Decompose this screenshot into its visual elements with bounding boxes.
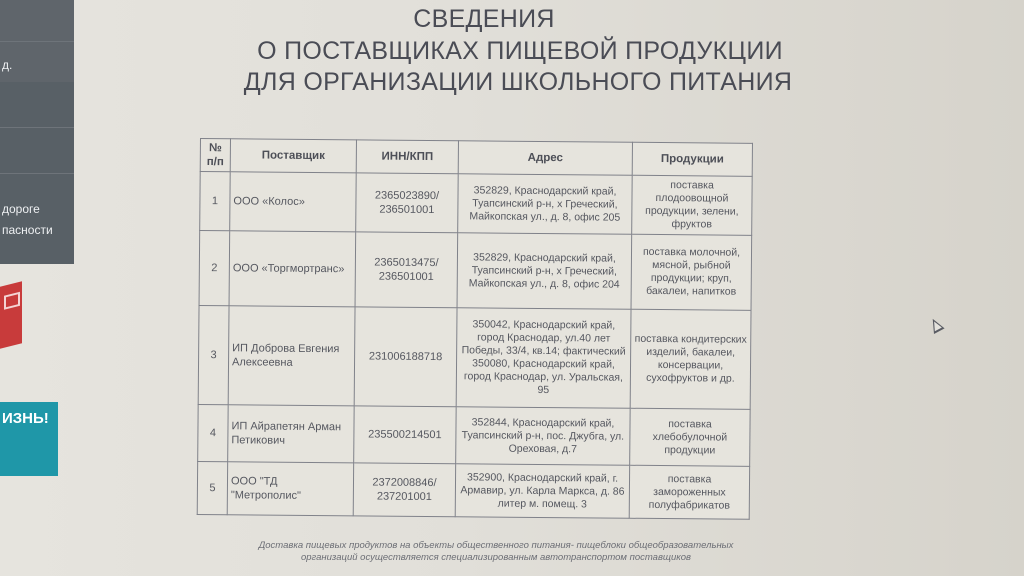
header-inn: ИНН/КПП — [356, 140, 458, 174]
cell-inn: 2365023890/ 236501001 — [356, 173, 459, 233]
sidebar-item-safety[interactable]: пасности — [2, 223, 53, 237]
cell-products: поставка молочной, мясной, рыбной продукции; круп, бакалеи, напитков — [631, 234, 752, 310]
doc-title-line-3: ДЛЯ ОРГАНИЗАЦИИ ШКОЛЬНОГО ПИТАНИЯ — [243, 68, 793, 96]
banner-title: ИЗНЬ! — [2, 410, 49, 427]
header-products: Продукции — [632, 142, 752, 176]
sidebar-menu-bottom — [0, 82, 74, 264]
sidebar-item-road[interactable]: дороге — [2, 202, 40, 216]
table-row — [198, 404, 750, 466]
doc-title-line-1: СВЕДЕНИЯ — [413, 5, 555, 33]
cell-supplier: ООО "ТД "Метрополис" — [227, 462, 353, 516]
table-row — [197, 461, 749, 519]
cell-supplier: ИП Доброва Евгения Алексеевна — [228, 306, 355, 406]
doc-footer-note — [146, 540, 846, 564]
cell-address: 352829, Краснодарский край, Туапсинский р-н, х Греческий, Майкопская ул., д. 8, офис 205 — [458, 174, 633, 235]
cell-address: 350042, Краснодарский край, город Краснодар, ул.40 лет Победы, 33/4, кв.14; фактический 350080, Краснодарский край, город Краснодар, ул. Уральская, 95 — [456, 308, 631, 409]
cell-address: 352844, Краснодарский край, Туапсинский р-н, пос. Джубга, ул. Ореховая, д.7 — [456, 407, 630, 466]
cell-num: 4 — [198, 404, 228, 461]
cell-num: 1 — [200, 172, 231, 231]
suppliers-table — [197, 138, 753, 520]
table-row — [199, 231, 752, 311]
cell-products: поставка плодоовощной продукции, зелени, фруктов — [632, 175, 753, 235]
sidebar-item-3[interactable] — [0, 82, 74, 128]
sidebar-item-4[interactable] — [0, 128, 74, 174]
left-sidebar — [0, 0, 76, 576]
document — [150, 0, 850, 576]
sidebar-banner[interactable] — [0, 402, 58, 476]
cell-supplier: ООО «Торгмортранс» — [229, 231, 356, 307]
table-header-row — [200, 139, 752, 177]
footer-line-2: организаций осуществляется специализированным автотранспортом поставщиков — [300, 552, 691, 563]
header-num: № п/п — [200, 139, 230, 172]
table-row — [200, 172, 752, 236]
sidebar-item-1[interactable] — [0, 0, 74, 42]
cell-supplier: ИП Айрапетян Арман Петикович — [228, 405, 354, 463]
cell-num: 2 — [199, 231, 230, 306]
cell-products: поставка замороженных полуфабрикатов — [629, 465, 749, 519]
cell-address: 352900, Краснодарский край, г. Армавир, ул. Карла Маркса, д. 86 литер м. помещ. 3 — [455, 464, 629, 519]
cell-inn: 2365013475/ 236501001 — [355, 232, 458, 308]
cell-inn: 235500214501 — [354, 406, 456, 464]
sidebar-menu-top — [0, 0, 74, 82]
cell-products: поставка кондитерских изделий, бакалеи, консервации, сухофруктов и др. — [630, 309, 751, 409]
cell-supplier: ООО «Колос» — [230, 172, 357, 232]
cell-inn: 2372008846/ 237201001 — [353, 463, 455, 517]
red-badge-icon[interactable] — [0, 281, 22, 348]
cell-num: 5 — [197, 461, 227, 514]
header-supplier: Поставщик — [230, 139, 356, 173]
sidebar-item-2[interactable]: д. — [0, 42, 74, 82]
doc-title-line-2: О ПОСТАВЩИКАХ ПИЩЕВОЙ ПРОДУКЦИИ — [257, 37, 783, 65]
footer-line-1: Доставка пищевых продуктов на объекты общественного питания- пищеблоки общеобразовательных — [258, 540, 734, 551]
cell-products: поставка хлебобулочной продукции — [630, 408, 750, 466]
cell-inn: 231006188718 — [354, 307, 457, 407]
header-address: Адрес — [458, 141, 632, 176]
cell-address: 352829, Краснодарский край, Туапсинский р-н, х Греческий, Майкопская ул., д. 8, офис 204 — [457, 233, 632, 310]
cell-num: 3 — [198, 305, 229, 404]
mouse-pointer-icon — [927, 316, 944, 334]
table-row — [198, 305, 751, 409]
